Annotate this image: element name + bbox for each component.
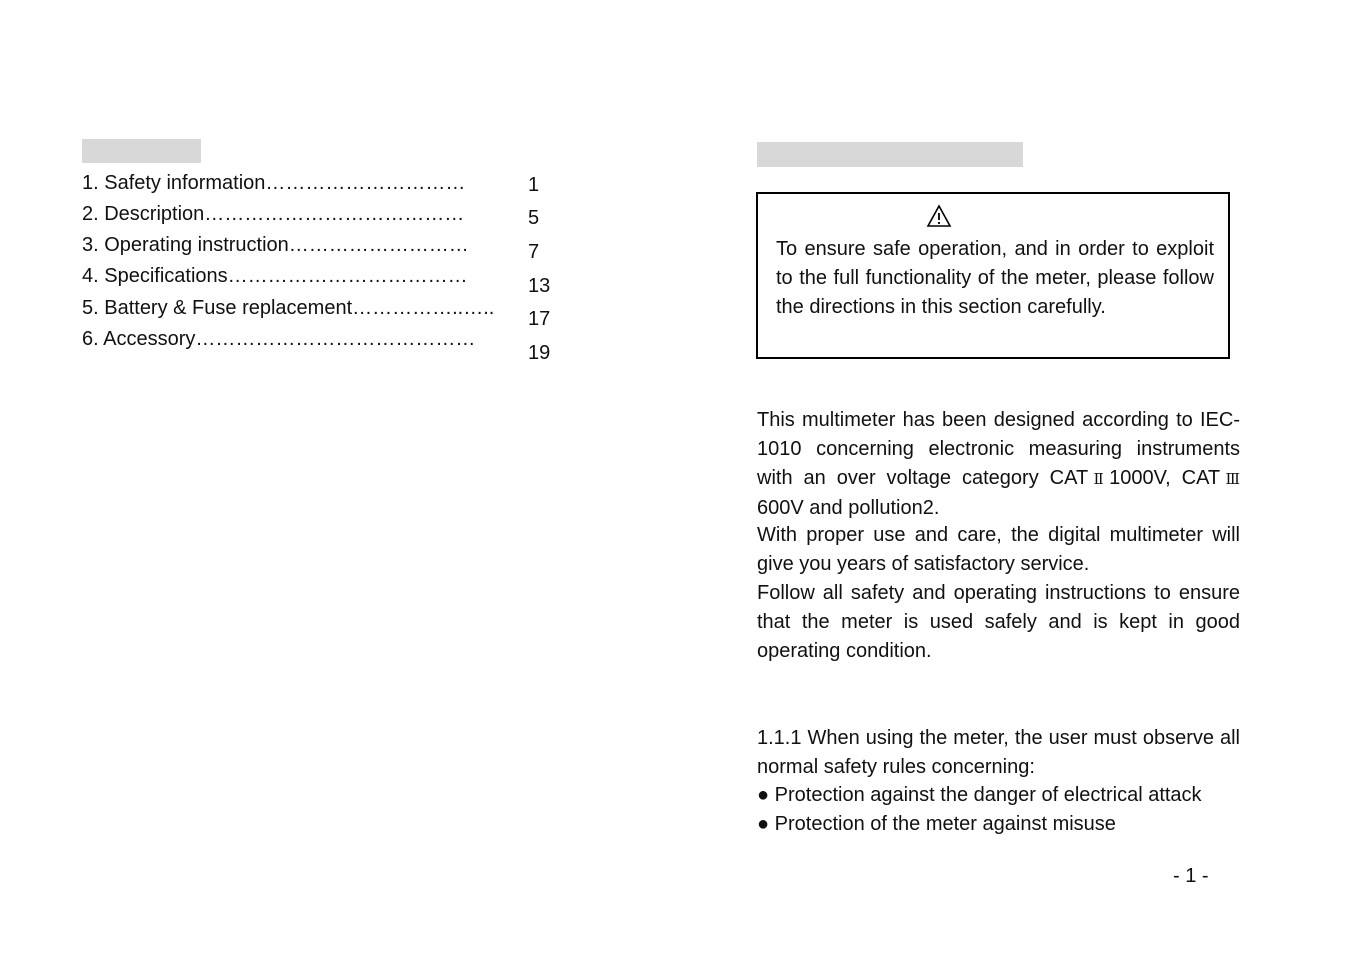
toc-item-description[interactable]: 2. Description………………………………… xyxy=(82,203,465,225)
toc-page-number: 19 xyxy=(528,342,551,364)
toc-item-accessory[interactable]: 6. Accessory…………………………………… xyxy=(82,328,476,350)
cat-roman-3: Ⅲ xyxy=(1220,470,1241,488)
bullet-item: ● Protection against the danger of electrical attack xyxy=(757,784,1202,806)
cat-roman-2: Ⅱ xyxy=(1088,470,1110,488)
intro-paragraph xyxy=(757,406,1240,523)
page-number: - 1 - xyxy=(1173,865,1209,887)
instructions-paragraph: Follow all safety and operating instructions to ensure that the meter is used safely and is kept in good operating condition. xyxy=(757,582,1240,662)
toc-item-specifications[interactable]: 4. Specifications……………………………… xyxy=(82,265,468,287)
toc-page-number: 5 xyxy=(528,207,540,229)
warning-box xyxy=(756,192,1230,359)
intro-text-a: This multimeter has been designed according to IEC-1010 concerning electronic measuring instruments with an over voltage category CAT xyxy=(757,409,1240,489)
intro-text-c: 600V and pollution2. xyxy=(757,497,940,519)
toc-item-safety[interactable]: 1. Safety information………………………… xyxy=(82,172,466,194)
toc-page-number: 13 xyxy=(528,275,551,297)
warning-text: To ensure safe operation, and in order to exploit to the full functionality of the meter, please follow the directions in this section carefully. xyxy=(776,238,1214,318)
section-heading-placeholder xyxy=(757,142,1023,167)
bullet-item: ● Protection of the meter against misuse xyxy=(757,813,1116,835)
rule-paragraph: 1.1.1 When using the meter, the user must observe all normal safety rules concerning: xyxy=(757,727,1240,778)
toc-page-number: 1 xyxy=(528,174,540,196)
toc-item-operating[interactable]: 3. Operating instruction……………………… xyxy=(82,234,469,256)
toc-heading-placeholder xyxy=(82,139,201,163)
care-paragraph: With proper use and care, the digital multimeter will give you years of satisfactory service. xyxy=(757,524,1240,575)
toc-item-battery-fuse[interactable]: 5. Battery & Fuse replacement……………..….. xyxy=(82,297,495,319)
toc-page-number: 7 xyxy=(528,241,540,263)
toc-page-number: 17 xyxy=(528,308,551,330)
warning-triangle-icon xyxy=(926,204,952,228)
intro-text-b: 1000V, CAT xyxy=(1109,467,1221,489)
